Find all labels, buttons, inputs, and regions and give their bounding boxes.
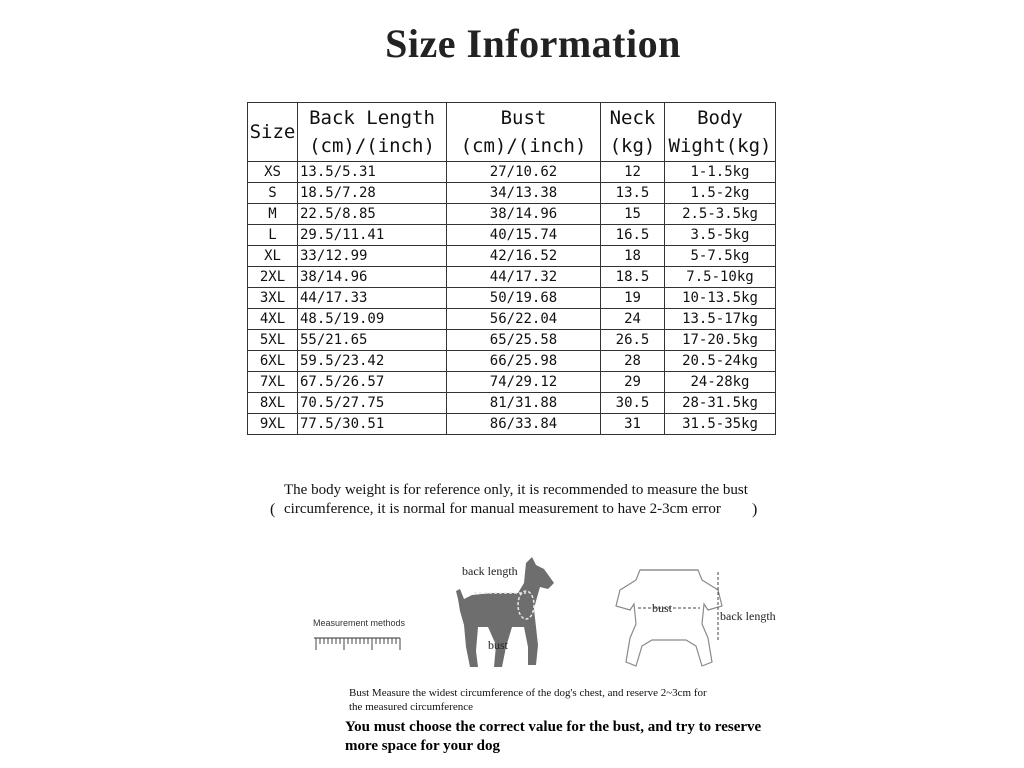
size-table [247, 102, 776, 435]
cell-size: 4XL [248, 309, 298, 330]
note-open-paren: ( [270, 501, 276, 518]
table-row [248, 372, 776, 393]
header-body-weight: Body Wight(kg) [665, 103, 776, 162]
cell-neck: 12 [601, 162, 665, 183]
cell-bust: 50/19.68 [447, 288, 601, 309]
cell-back-length: 44/17.33 [298, 288, 447, 309]
cell-bust: 86/33.84 [447, 414, 601, 435]
cell-bust: 65/25.58 [447, 330, 601, 351]
cell-bust: 34/13.38 [447, 183, 601, 204]
cell-body-weight: 31.5-35kg [665, 414, 776, 435]
cell-bust: 81/31.88 [447, 393, 601, 414]
cell-bust: 27/10.62 [447, 162, 601, 183]
cell-back-length: 48.5/19.09 [298, 309, 447, 330]
garment-back-length-label: back length [720, 609, 776, 623]
cell-neck: 19 [601, 288, 665, 309]
garment-measurement-diagram [612, 562, 782, 674]
cell-back-length: 33/12.99 [298, 246, 447, 267]
cell-back-length: 70.5/27.75 [298, 393, 447, 414]
cell-neck: 24 [601, 309, 665, 330]
cell-body-weight: 7.5-10kg [665, 267, 776, 288]
cell-bust: 74/29.12 [447, 372, 601, 393]
cell-size: M [248, 204, 298, 225]
table-row [248, 267, 776, 288]
table-row [248, 414, 776, 435]
table-row [248, 309, 776, 330]
table-row [248, 246, 776, 267]
note-text: The body weight is for reference only, it is recommended to measure the bust circumference, it is normal for manual measurement to have 2-3cm error [284, 482, 748, 517]
cell-back-length: 59.5/23.42 [298, 351, 447, 372]
cell-back-length: 38/14.96 [298, 267, 447, 288]
cell-size: 6XL [248, 351, 298, 372]
table-row [248, 225, 776, 246]
table-header-row [248, 103, 776, 162]
cell-back-length: 22.5/8.85 [298, 204, 447, 225]
table-row [248, 162, 776, 183]
cell-size: L [248, 225, 298, 246]
header-bust: Bust (cm)/(inch) [447, 103, 601, 162]
measurement-methods-label: Measurement methods [313, 618, 406, 628]
cell-neck: 28 [601, 351, 665, 372]
cell-size: XL [248, 246, 298, 267]
cell-bust: 38/14.96 [447, 204, 601, 225]
cell-neck: 18 [601, 246, 665, 267]
cell-body-weight: 24-28kg [665, 372, 776, 393]
cell-size: XS [248, 162, 298, 183]
dog-back-length-label: back length [462, 564, 518, 578]
garment-bust-label: bust [652, 601, 673, 615]
cell-size: 8XL [248, 393, 298, 414]
table-row [248, 330, 776, 351]
dog-measurement-diagram [452, 555, 582, 685]
cell-size: 2XL [248, 267, 298, 288]
header-size: Size [248, 103, 298, 162]
cell-body-weight: 10-13.5kg [665, 288, 776, 309]
reference-note [270, 481, 790, 519]
cell-body-weight: 1-1.5kg [665, 162, 776, 183]
cell-size: 7XL [248, 372, 298, 393]
table-row [248, 393, 776, 414]
cell-size: S [248, 183, 298, 204]
table-row [248, 351, 776, 372]
cell-neck: 30.5 [601, 393, 665, 414]
cell-bust: 56/22.04 [447, 309, 601, 330]
garment-outline-icon [616, 570, 722, 666]
header-neck: Neck (kg) [601, 103, 665, 162]
table-row [248, 183, 776, 204]
cell-bust: 42/16.52 [447, 246, 601, 267]
cell-back-length: 77.5/30.51 [298, 414, 447, 435]
cell-body-weight: 5-7.5kg [665, 246, 776, 267]
table-body [248, 162, 776, 435]
page-title: Size Information [385, 21, 681, 66]
cell-neck: 16.5 [601, 225, 665, 246]
cell-bust: 66/25.98 [447, 351, 601, 372]
cell-back-length: 13.5/5.31 [298, 162, 447, 183]
cell-neck: 26.5 [601, 330, 665, 351]
bust-measure-caption: Bust Measure the widest circumference of the dog's chest, and reserve 2~3cm for the measured circumference [349, 687, 707, 713]
cell-body-weight: 3.5-5kg [665, 225, 776, 246]
dog-bust-label: bust [488, 638, 509, 652]
cell-body-weight: 20.5-24kg [665, 351, 776, 372]
cell-neck: 15 [601, 204, 665, 225]
cell-back-length: 18.5/7.28 [298, 183, 447, 204]
cell-size: 3XL [248, 288, 298, 309]
cell-body-weight: 17-20.5kg [665, 330, 776, 351]
measuring-tape-icon [312, 632, 402, 654]
cell-bust: 40/15.74 [447, 225, 601, 246]
cell-neck: 13.5 [601, 183, 665, 204]
cell-neck: 29 [601, 372, 665, 393]
cell-body-weight: 28-31.5kg [665, 393, 776, 414]
cell-back-length: 29.5/11.41 [298, 225, 447, 246]
cell-body-weight: 13.5-17kg [665, 309, 776, 330]
note-close-paren: ) [752, 501, 758, 518]
choose-bust-note: You must choose the correct value for the bust, and try to reserve more space for your dog [345, 719, 762, 754]
header-back-length: Back Length (cm)/(inch) [298, 103, 447, 162]
table-row [248, 288, 776, 309]
cell-neck: 18.5 [601, 267, 665, 288]
table-row [248, 204, 776, 225]
cell-bust: 44/17.32 [447, 267, 601, 288]
cell-size: 9XL [248, 414, 298, 435]
cell-body-weight: 2.5-3.5kg [665, 204, 776, 225]
cell-body-weight: 1.5-2kg [665, 183, 776, 204]
cell-neck: 31 [601, 414, 665, 435]
cell-size: 5XL [248, 330, 298, 351]
cell-back-length: 67.5/26.57 [298, 372, 447, 393]
cell-back-length: 55/21.65 [298, 330, 447, 351]
